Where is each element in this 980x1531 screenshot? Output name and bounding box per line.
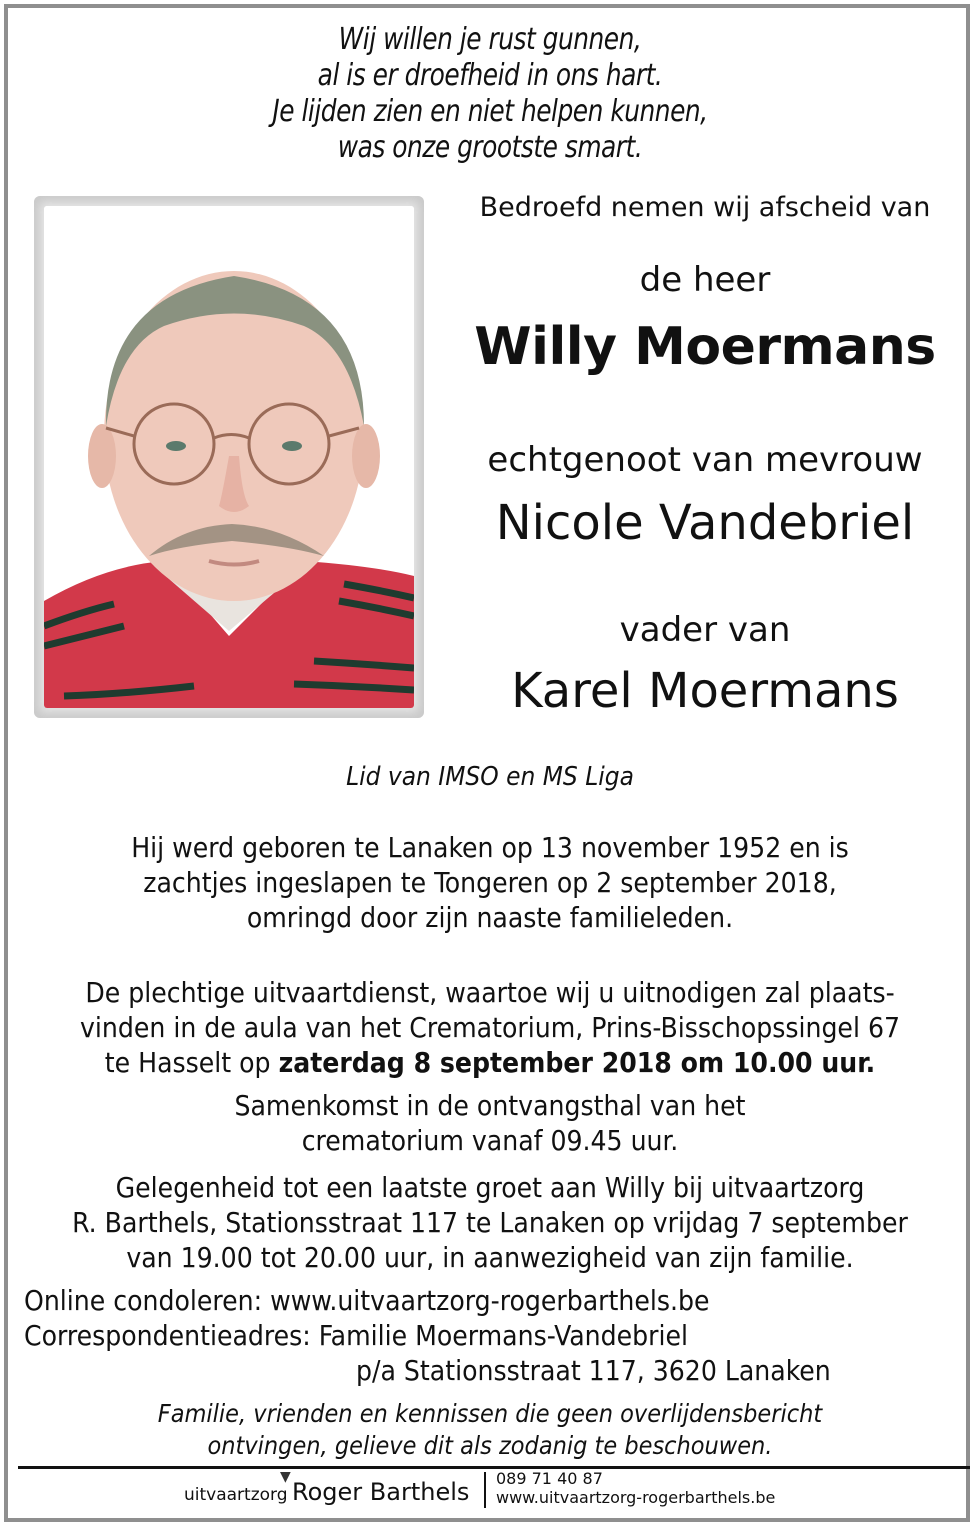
paragraph-line: ontvingen, gelieve dit als zodanig te beschouwen. — [207, 1431, 773, 1460]
honorific: de heer — [639, 260, 771, 300]
intro-text: Bedroefd nemen wij afscheid van — [479, 192, 931, 223]
child-label: vader van — [619, 610, 791, 650]
triangle-down-icon: ▼ — [280, 1469, 291, 1485]
deceased-name: Willy Moermans — [474, 317, 936, 377]
membership: Lid van IMSO en MS Liga — [346, 762, 634, 792]
paragraph-line — [0, 1045, 980, 1080]
paragraph-line: Gelegenheid tot een laatste groet aan Willy bij uitvaartzorg — [115, 1171, 865, 1204]
footer-divider-line — [18, 1466, 970, 1469]
paragraph-line: Hij werd geboren te Lanaken op 13 november 1952 en is — [131, 831, 849, 864]
correspondence-address-label: Correspondentieadres: Familie Moermans-Vandebriel — [24, 1319, 688, 1352]
paragraph-line: crematorium vanaf 09.45 uur. — [301, 1124, 679, 1157]
footer-prefix: uitvaartzorg — [184, 1485, 288, 1505]
poem-line: Wij willen je rust gunnen, — [338, 22, 642, 57]
gathering-paragraph — [0, 1088, 980, 1158]
portrait-photo-frame — [34, 196, 424, 718]
correspondence-address: p/a Stationsstraat 117, 3620 Lanaken — [356, 1354, 831, 1387]
footer-website: www.uitvaartzorg-rogerbarthels.be — [496, 1488, 776, 1507]
paragraph-line: Familie, vrienden en kennissen die geen overlijdensbericht — [157, 1399, 823, 1428]
spouse-name: Nicole Vandebriel — [495, 495, 915, 551]
child-name: Karel Moermans — [511, 663, 899, 719]
notice-paragraph — [0, 1398, 980, 1462]
footer-phone: 089 71 40 87 — [496, 1469, 603, 1488]
poem-line: al is er droefheid in ons hart. — [317, 58, 663, 93]
service-paragraph — [0, 975, 980, 1080]
portrait-photo — [44, 206, 414, 708]
poem-line: was onze grootste smart. — [337, 130, 643, 165]
paragraph-line: omringd door zijn naaste familieleden. — [246, 901, 734, 934]
paragraph-line: R. Barthels, Stationsstraat 117 te Lanaken op vrijdag 7 september — [72, 1206, 908, 1239]
paragraph-line: zachtjes ingeslapen te Tongeren op 2 september 2018, — [143, 866, 837, 899]
birth-death-paragraph — [0, 830, 980, 935]
service-datetime: zaterdag 8 september 2018 om 10.00 uur. — [278, 1046, 876, 1079]
online-condolences: Online condoleren: www.uitvaartzorg-rogerbarthels.be — [24, 1284, 710, 1317]
paragraph-line: van 19.00 tot 20.00 uur, in aanwezigheid van zijn familie. — [126, 1241, 854, 1274]
footer-vertical-divider — [484, 1472, 486, 1508]
service-location: te Hasselt op — [104, 1046, 279, 1079]
spouse-label: echtgenoot van mevrouw — [487, 440, 923, 480]
poem-line: Je lijden zien en niet helpen kunnen, — [272, 94, 708, 129]
farewell-paragraph — [0, 1170, 980, 1275]
paragraph-line: De plechtige uitvaartdienst, waartoe wij u uitnodigen zal plaats- — [85, 976, 895, 1009]
paragraph-line: Samenkomst in de ontvangsthal van het — [234, 1089, 746, 1122]
paragraph-line: vinden in de aula van het Crematorium, Prins-Bisschopssingel 67 — [80, 1011, 900, 1044]
funeral-home-brand: Roger Barthels — [292, 1478, 470, 1506]
poem — [39, 22, 941, 166]
portrait-illustration — [44, 206, 414, 708]
